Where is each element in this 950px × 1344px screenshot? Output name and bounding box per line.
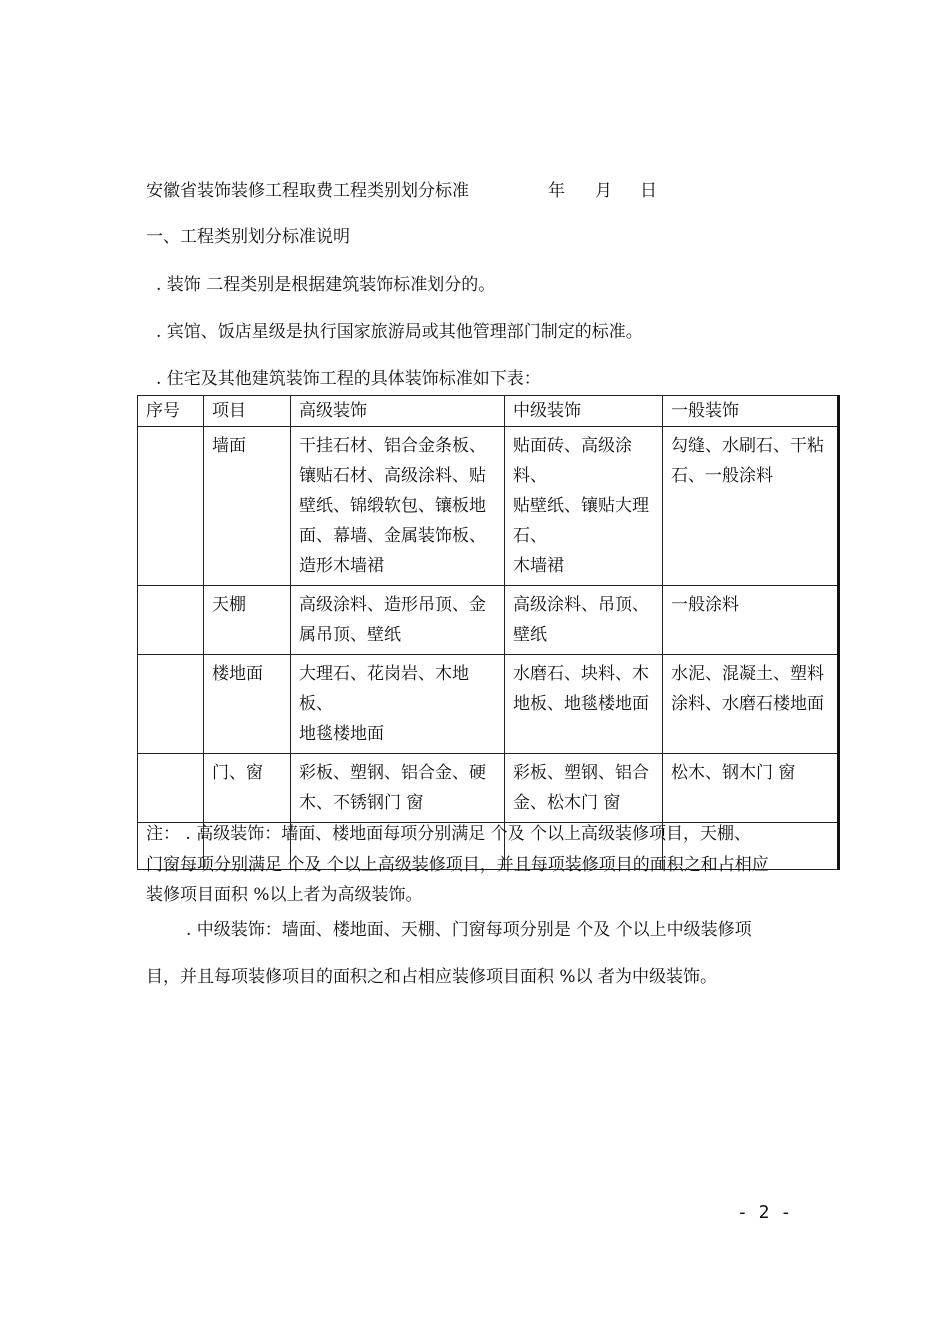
high-cell	[291, 586, 505, 655]
mid-cell	[505, 655, 663, 754]
document-title: 安徽省装饰装修工程取费工程类别划分标准	[146, 181, 469, 201]
cell-line: 造形木墙裙	[299, 556, 384, 576]
high-cell	[291, 427, 505, 586]
cell-line: 大理石、花岗岩、木地板、	[299, 664, 469, 714]
header-high: 高级装饰	[291, 396, 505, 427]
high-cell	[291, 655, 505, 754]
cell-line: 涂料、水磨石楼地面	[671, 694, 824, 714]
table-row	[138, 586, 839, 655]
mid-cell	[505, 754, 663, 823]
cell-line: 勾缝、水刷石、干粘	[671, 436, 824, 456]
cell-line: 地板、地毯楼地面	[513, 694, 649, 714]
note-1-line-1: 注： . 高级装饰：墙面、楼地面每项分别满足 个及 个以上高级装修项目，天棚、	[146, 824, 752, 844]
seq-cell	[138, 655, 204, 754]
seq-cell	[138, 754, 204, 823]
general-cell	[663, 655, 839, 754]
cell-line: 属吊顶、壁纸	[299, 625, 401, 645]
high-cell	[291, 754, 505, 823]
table-row	[138, 754, 839, 823]
cell-line: 一般涂料	[671, 595, 739, 615]
cell-line: 石、一般涂料	[671, 466, 773, 486]
cell-line: 松木、钢木门 窗	[671, 763, 796, 783]
seq-cell	[138, 586, 204, 655]
day-label: 日	[640, 181, 657, 201]
note-2-line-1: . 中级装饰：墙面、楼地面、天棚、门窗每项分别是 个及 个以上中级装修项	[186, 920, 752, 940]
item-cell: 门、窗	[204, 754, 291, 823]
month-label: 月	[595, 181, 612, 201]
cell-line: 贴壁纸、镶贴大理	[513, 496, 649, 516]
header-item: 项目	[204, 396, 291, 427]
header-general: 一般装饰	[663, 396, 839, 427]
item-cell: 墙面	[204, 427, 291, 586]
cell-line: 水泥、混凝土、塑料	[671, 664, 824, 684]
cell-line: 彩板、塑钢、铝合金、硬	[299, 763, 486, 783]
cell-line: 贴面砖、高级涂	[513, 436, 632, 456]
cell-line: 高级涂料、吊顶、	[513, 595, 649, 615]
general-cell	[663, 427, 839, 586]
section-heading: 一、工程类别划分标准说明	[146, 227, 350, 247]
mid-cell	[505, 427, 663, 586]
mid-cell	[505, 586, 663, 655]
decoration-standards-table	[137, 395, 840, 870]
cell-line: 彩板、塑钢、铝合	[513, 763, 649, 783]
year-label: 年	[548, 181, 565, 201]
cell-line: 镶贴石材、高级涂料、贴	[299, 466, 486, 486]
seq-cell	[138, 427, 204, 586]
cell-line: 面、幕墙、金属装饰板、	[299, 526, 486, 546]
cell-line: 料、	[513, 466, 547, 486]
header-mid: 中级装饰	[505, 396, 663, 427]
item-3: . 住宅及其他建筑装饰工程的具体装饰标准如下表：	[156, 369, 541, 389]
item-cell: 楼地面	[204, 655, 291, 754]
table-row	[138, 655, 839, 754]
header-seq: 序号	[138, 396, 204, 427]
item-1: . 装饰 二程类别是根据建筑装饰标准划分的。	[156, 275, 496, 295]
cell-line: 地毯楼地面	[299, 724, 384, 744]
cell-line: 木、不锈钢门 窗	[299, 793, 424, 813]
note-1-line-3: 装修项目面积 %以上者为高级装饰。	[146, 885, 423, 905]
cell-line: 石、	[513, 526, 547, 546]
general-cell	[663, 586, 839, 655]
table-header-row	[138, 396, 839, 427]
cell-line: 木墙裙	[513, 556, 564, 576]
cell-line: 壁纸	[513, 625, 547, 645]
page-number: - 2 -	[737, 1202, 792, 1223]
general-cell	[663, 754, 839, 823]
cell-line: 干挂石材、铝合金条板、	[299, 436, 486, 456]
cell-line: 高级涂料、造形吊顶、金	[299, 595, 486, 615]
note-2-line-2: 目，并且每项装修项目的面积之和占相应装修项目面积 %以 者为中级装饰。	[146, 967, 717, 987]
cell-line: 壁纸、锦缎软包、镶板地	[299, 496, 486, 516]
table-row	[138, 427, 839, 586]
item-2: . 宾馆、饭店星级是执行国家旅游局或其他管理部门制定的标准。	[156, 322, 643, 342]
note-1-line-2: 门窗每项分别满足 个及 个以上高级装修项目，并且每项装修项目的面积之和占相应	[146, 855, 769, 875]
cell-line: 水磨石、块料、木	[513, 664, 649, 684]
item-cell: 天棚	[204, 586, 291, 655]
cell-line: 金、松木门 窗	[513, 793, 621, 813]
